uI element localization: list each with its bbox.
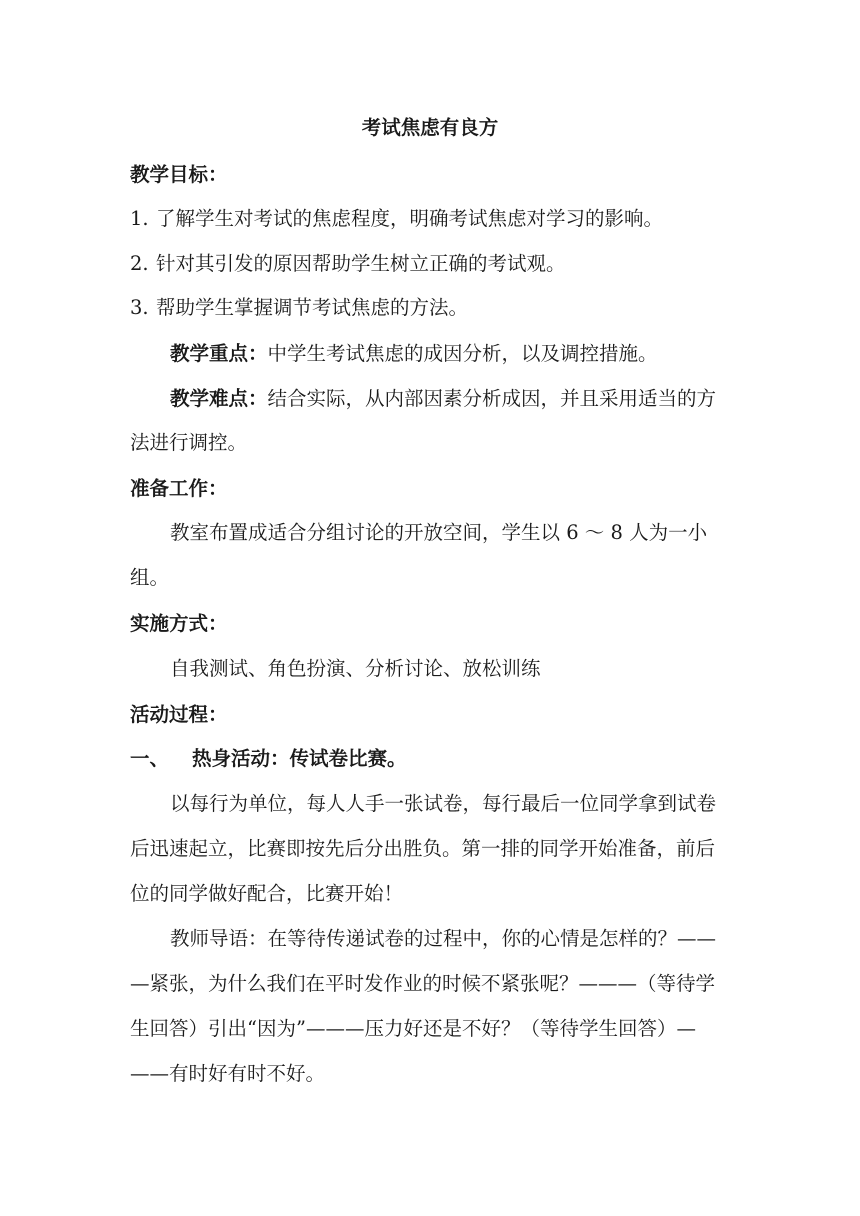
objective-item-2	[130, 254, 566, 274]
objective-item-1	[130, 209, 663, 229]
step-title: 热身活动：传试卷比赛。	[192, 747, 407, 770]
objective-text: 帮助学生掌握调节考试焦虑的方法。	[156, 296, 469, 319]
key-point-label: 教学重点：	[170, 342, 268, 365]
para1-line-1: 以每行为单位，每人人手一张试卷，每行最后一位同学拿到试卷	[170, 792, 717, 815]
objective-number: 1.	[130, 207, 149, 230]
difficulty-label: 教学难点：	[170, 387, 268, 410]
para2-line-2: —紧张，为什么我们在平时发作业的时候不紧张呢？———（等待学	[130, 972, 716, 995]
objective-item-3	[130, 298, 468, 318]
objective-text: 了解学生对考试的焦虑程度，明确考试焦虑对学习的影响。	[156, 207, 664, 230]
key-point-text: 中学生考试焦虑的成因分析，以及调控措施。	[267, 342, 658, 365]
para2-line-3: 生回答）引出“因为”———压力好还是不好？（等待学生回答）—	[130, 1017, 696, 1040]
method-text: 自我测试、角色扮演、分析讨论、放松训练	[170, 657, 541, 680]
objective-number: 2.	[130, 252, 149, 275]
para1-line-2: 后迅速起立，比赛即按先后分出胜负。第一排的同学开始准备，前后	[130, 837, 716, 860]
objective-text: 针对其引发的原因帮助学生树立正确的考试观。	[156, 252, 566, 275]
para2-line-4: ——有时好有时不好。	[130, 1062, 326, 1085]
preparation-line-2: 组。	[130, 566, 170, 589]
method-heading: 实施方式：	[130, 612, 228, 635]
preparation-heading: 准备工作：	[130, 477, 228, 500]
step-1-heading	[130, 749, 407, 769]
difficulty-line-2: 法进行调控。	[130, 431, 248, 454]
difficulty-text: 结合实际，从内部因素分析成因，并且采用适当的方	[267, 387, 717, 410]
difficulty-line-1	[170, 389, 716, 409]
key-point-line	[170, 344, 658, 364]
objective-number: 3.	[130, 296, 149, 319]
document-title: 考试焦虑有良方	[361, 116, 499, 139]
para2-line-1: 教师导语：在等待传递试卷的过程中，你的心情是怎样的？——	[170, 927, 717, 950]
objectives-heading: 教学目标：	[130, 163, 228, 186]
process-heading: 活动过程：	[130, 703, 228, 726]
step-number: 一、	[130, 747, 170, 770]
para1-line-3: 位的同学做好配合，比赛开始！	[130, 882, 404, 905]
preparation-line-1: 教室布置成适合分组讨论的开放空间，学生以 6 ～ 8 人为一小	[170, 521, 708, 544]
